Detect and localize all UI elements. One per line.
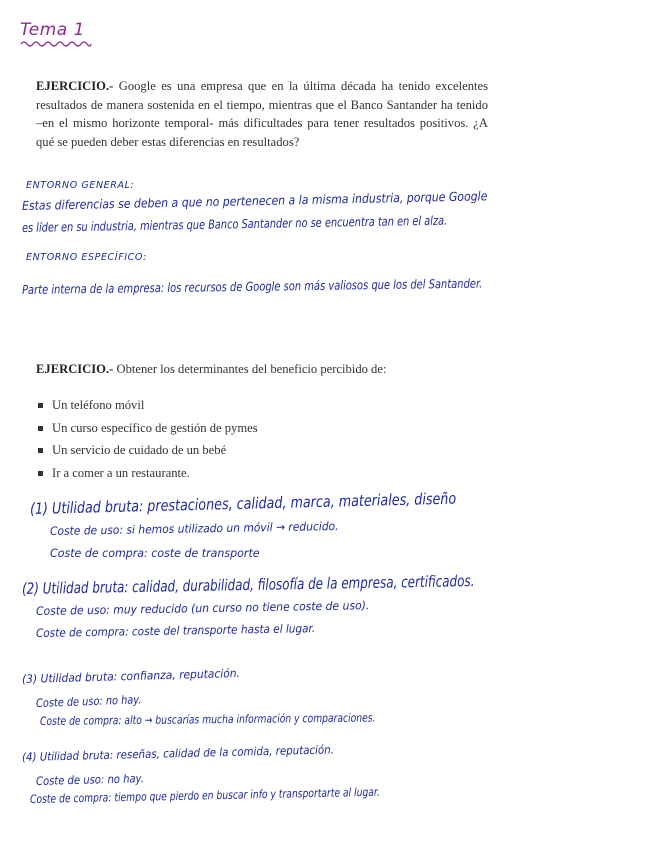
bullet-item: Un curso específico de gestión de pymes	[36, 417, 258, 440]
tema-wavy-underline	[20, 40, 92, 48]
entorno-especifico-heading: ENTORNO ESPECÍFICO:	[26, 252, 147, 263]
entorno-general-heading: ENTORNO GENERAL:	[26, 180, 135, 191]
exercise-1-label: EJERCICIO.-	[36, 79, 114, 93]
answer-2-coste-uso: Coste de uso: muy reducido (un curso no tiene coste de uso).	[35, 598, 370, 618]
bullet-item: Un teléfono móvil	[36, 394, 258, 417]
answer-1-utilidad-bruta: (1) Utilidad bruta: prestaciones, calidad, marca, materiales, diseño	[29, 489, 457, 518]
exercise-2-label: EJERCICIO.-	[36, 362, 114, 376]
bullet-item: Ir a comer a un restaurante.	[36, 462, 258, 485]
answer-1-coste-compra: Coste de compra: coste de transporte	[50, 546, 260, 560]
exercise-1-text: Google es una empresa que en la última década ha tenido excelentes resultados de manera sostenida en el tiempo, mientras que el Banco Santander ha tenido –en el mismo horizonte temporal- más dificultades para tener resultados positivos. ¿A qué se pueden deber estas diferencias en resultados?	[36, 79, 488, 149]
answer-3-coste-uso: Coste de uso: no hay.	[35, 692, 142, 710]
exercise-2-bullet-list	[36, 394, 258, 484]
entorno-general-line-2: es líder en su industria, mientras que Banco Santander no se encuentra tan en el alza.	[21, 212, 448, 235]
exercise-2-text: Obtener los determinantes del beneficio percibido de:	[113, 362, 387, 376]
answer-1-coste-uso: Coste de uso: si hemos utilizado un móvil → reducido.	[49, 518, 339, 538]
answer-4-utilidad-bruta: (4) Utilidad bruta: reseñas, calidad de la comida, reputación.	[21, 742, 335, 764]
answer-4-coste-uso: Coste de uso: no hay.	[35, 771, 145, 788]
exercise-2-statement	[36, 360, 488, 379]
answer-4-coste-compra: Coste de compra: tiempo que pierdo en buscar info y transportarte al lugar.	[29, 784, 380, 806]
answer-3-utilidad-bruta: (3) Utilidad bruta: confianza, reputación.	[21, 665, 241, 686]
answer-2-utilidad-bruta: (2) Utilidad bruta: calidad, durabilidad, filosofía de la empresa, certificados.	[21, 572, 475, 598]
page-heading-tema: Tema 1	[20, 20, 85, 40]
answer-2-coste-compra: Coste de compra: coste del transporte hasta el lugar.	[35, 621, 316, 640]
bullet-item: Un servicio de cuidado de un bebé	[36, 439, 258, 462]
answer-3-coste-compra: Coste de compra: alto → buscarías mucha información y comparaciones.	[39, 710, 376, 728]
entorno-especifico-line-1: Parte interna de la empresa: los recursos de Google son más valiosos que los del Santander.	[21, 275, 483, 297]
entorno-general-line-1: Estas diferencias se deben a que no pertenecen a la misma industria, porque Google	[21, 188, 488, 213]
exercise-1-statement	[36, 77, 488, 151]
